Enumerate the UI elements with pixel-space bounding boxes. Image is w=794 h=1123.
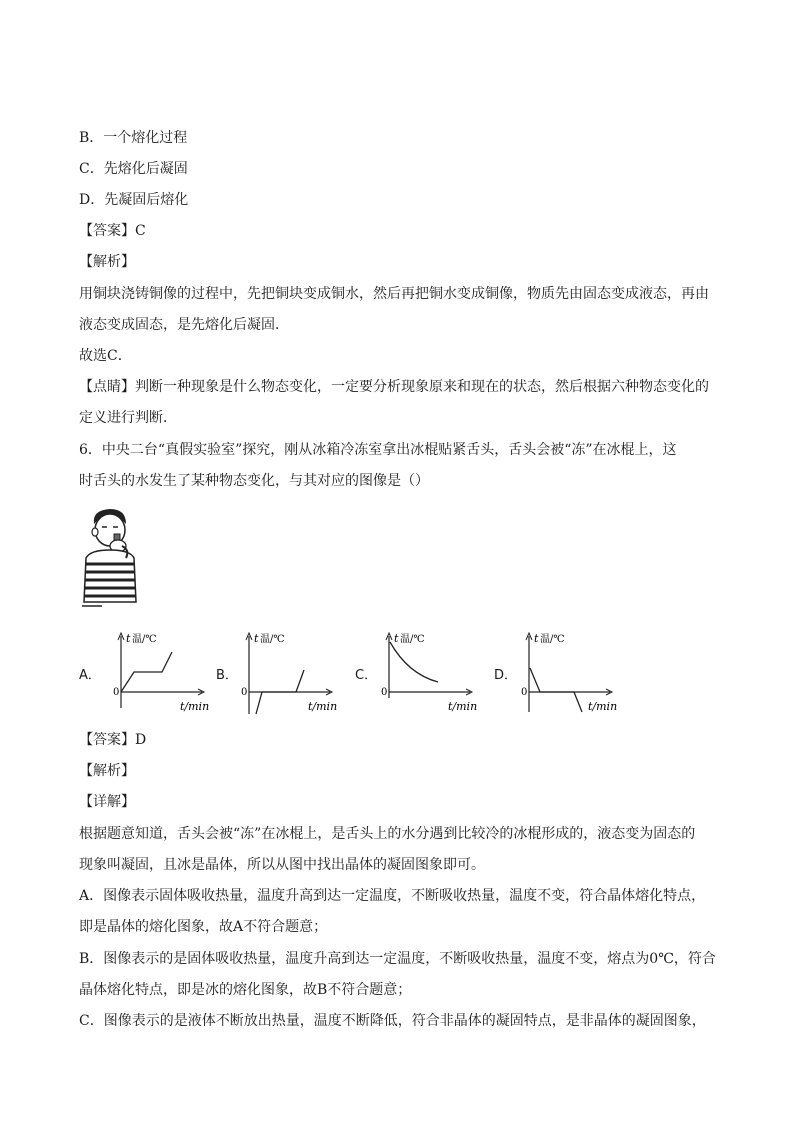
detail-b-1: B．图像表示的是固体吸收热量，温度升高到达一定温度，不断吸收热量，温度不变，熔点为0℃，符合 [79,951,716,967]
graph-b-ylabel-text: 温/℃ [260,634,285,645]
graph-b [238,628,348,720]
graph-b-label: B． [216,668,238,683]
comment-text-1: 【点睛】判断一种现象是什么物态变化，一定要分析现象原来和现在的状态，然后根据六种物态变化的 [79,379,709,395]
graph-d-xlabel: t/min [588,700,618,713]
boy-illustration [80,506,144,608]
detail-text-2: 现象叫凝固，且冰是晶体，所以从图中找出晶体的凝固图象即可。 [79,857,485,873]
option-b-line: B．一个熔化过程 [79,130,188,146]
graph-d-ylabel-var: t [534,632,539,645]
question-6-text-1: 6．中央二台“真假实验室”探究，刚从冰箱冷冻室拿出冰棍贴紧舌头，舌头会被“冻”在冰棍上，这 [79,442,677,458]
graph-a [110,628,220,720]
detail-b-2: 晶体熔化特点，即是冰的熔化图象，故B不符合题意； [79,982,412,998]
graph-a-label: A． [79,668,101,683]
answer-line: 【答案】C [79,223,146,239]
graph-a-origin: 0 [113,687,120,698]
graph-c-ylabel-var: t [394,632,399,645]
comment-text-2: 定义进行判断． [79,410,177,426]
question-6-text-2: 时舌头的水发生了某种物态变化，与其对应的图像是（） [79,473,429,489]
detail-a-2: 即是晶体的熔化图象，故A不符合题意； [79,919,328,935]
conclusion-line: 故选C． [79,348,132,364]
graph-b-ylabel-var: t [254,632,259,645]
graph-d [518,628,628,720]
detail-text-1: 根据题意知道，舌头会被“冻”在冰棍上，是舌头上的水分遇到比较冷的冰棍形成的，液态变为固态的 [79,826,696,842]
graph-c-xlabel: t/min [448,700,478,713]
analysis-heading-2: 【解析】 [79,763,135,779]
detail-heading: 【详解】 [79,794,135,810]
graph-b-origin: 0 [241,687,248,698]
graph-c-ylabel-text: 温/℃ [400,634,425,645]
graph-c [378,628,488,720]
option-d-line: D．先凝固后熔化 [79,192,189,208]
detail-a-1: A．图像表示固体吸收热量，温度升高到达一定温度，不断吸收热量，温度不变，符合晶体熔化特点， [79,888,706,904]
analysis-heading: 【解析】 [79,254,135,270]
analysis-text-1: 用铜块浇铸铜像的过程中，先把铜块变成铜水，然后再把铜水变成铜像，物质先由固态变成液态，再由 [79,286,709,302]
graph-d-ylabel-text: 温/℃ [540,634,565,645]
option-c-line: C．先熔化后凝固 [79,161,188,177]
graph-a-ylabel-var: t [126,632,131,645]
graph-c-label: C． [355,668,378,683]
graph-d-origin: 0 [521,687,528,698]
graph-a-ylabel-text: 温/℃ [132,634,157,645]
graph-b-xlabel: t/min [308,700,338,713]
graph-d-label: D． [494,668,518,683]
answer-line-2: 【答案】D [79,732,147,748]
graph-c-origin: 0 [381,687,388,698]
graph-a-xlabel: t/min [180,700,210,713]
analysis-text-2: 液态变成固态，是先熔化后凝固． [79,317,289,333]
detail-c-1: C．图像表示的是液体不断放出热量，温度不断降低，符合非晶体的凝固特点，是非晶体的凝固图象， [79,1013,706,1029]
